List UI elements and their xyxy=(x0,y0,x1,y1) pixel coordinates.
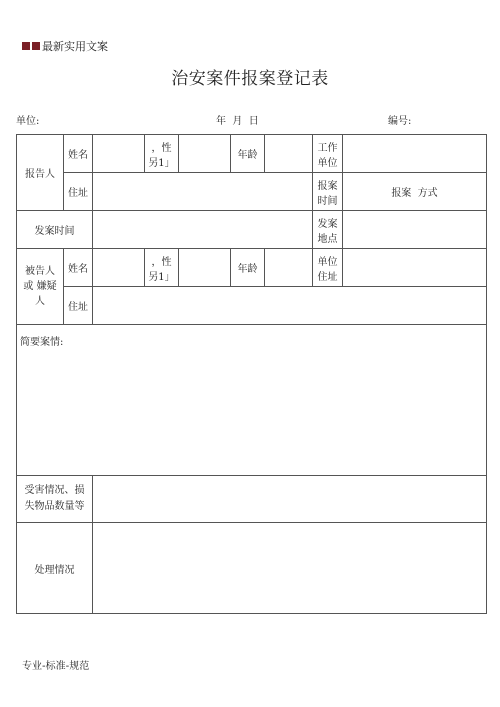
page-title: 治安案件报案登记表 xyxy=(171,69,329,89)
incident-time-field[interactable] xyxy=(93,211,313,249)
incident-place-label: 发案 地点 xyxy=(313,211,343,249)
damage-label: 受害情况、损 失物品数量等 xyxy=(17,476,93,523)
meta-date: 年 月 日 xyxy=(216,116,259,127)
suspect-group-label: 被告人 或 嫌疑 人 xyxy=(17,249,64,325)
suspect-age-label: 年龄 xyxy=(231,249,265,287)
header-tag xyxy=(22,38,108,54)
suspect-name-label: 姓名 xyxy=(64,249,93,287)
report-method-label: 报案 方式 xyxy=(343,173,487,211)
reporter-age-field[interactable] xyxy=(265,135,313,173)
suspect-address-field[interactable] xyxy=(93,287,487,325)
report-form-table xyxy=(16,134,487,614)
suspect-address-label: 住址 xyxy=(64,287,93,325)
damage-field[interactable] xyxy=(93,476,487,523)
case-summary-label: 简要案情: xyxy=(20,337,64,348)
reporter-address-field[interactable] xyxy=(93,173,313,211)
reporter-gender-label: ，性 另1」 xyxy=(145,135,179,173)
handling-field[interactable] xyxy=(93,523,487,614)
suspect-unit-label: 单位 住址 xyxy=(313,249,343,287)
reporter-group-label: 报告人 xyxy=(17,135,64,211)
incident-time-label: 发案时间 xyxy=(17,211,93,249)
handling-label: 处理情况 xyxy=(17,523,93,614)
header-tag-text: 最新实用文案 xyxy=(42,40,108,53)
reporter-work-label: 工作 单位 xyxy=(313,135,343,173)
square-icon xyxy=(22,42,30,50)
case-summary-cell[interactable] xyxy=(17,325,487,476)
incident-place-field[interactable] xyxy=(343,211,487,249)
meta-unit: 单位: xyxy=(16,116,40,127)
reporter-age-label: 年龄 xyxy=(231,135,265,173)
square-icon xyxy=(32,42,40,50)
suspect-unit-field[interactable] xyxy=(343,249,487,287)
reporter-gender-field[interactable] xyxy=(179,135,231,173)
footer-text: 专业-标准-规范 xyxy=(22,661,90,672)
report-time-label: 报案 时间 xyxy=(313,173,343,211)
suspect-gender-field[interactable] xyxy=(179,249,231,287)
reporter-name-label: 姓名 xyxy=(64,135,93,173)
suspect-name-field[interactable] xyxy=(93,249,145,287)
suspect-age-field[interactable] xyxy=(265,249,313,287)
suspect-gender-label: ，性 另1」 xyxy=(145,249,179,287)
reporter-work-field[interactable] xyxy=(343,135,487,173)
reporter-address-label: 住址 xyxy=(64,173,93,211)
meta-number: 编号: xyxy=(388,116,412,127)
reporter-name-field[interactable] xyxy=(93,135,145,173)
